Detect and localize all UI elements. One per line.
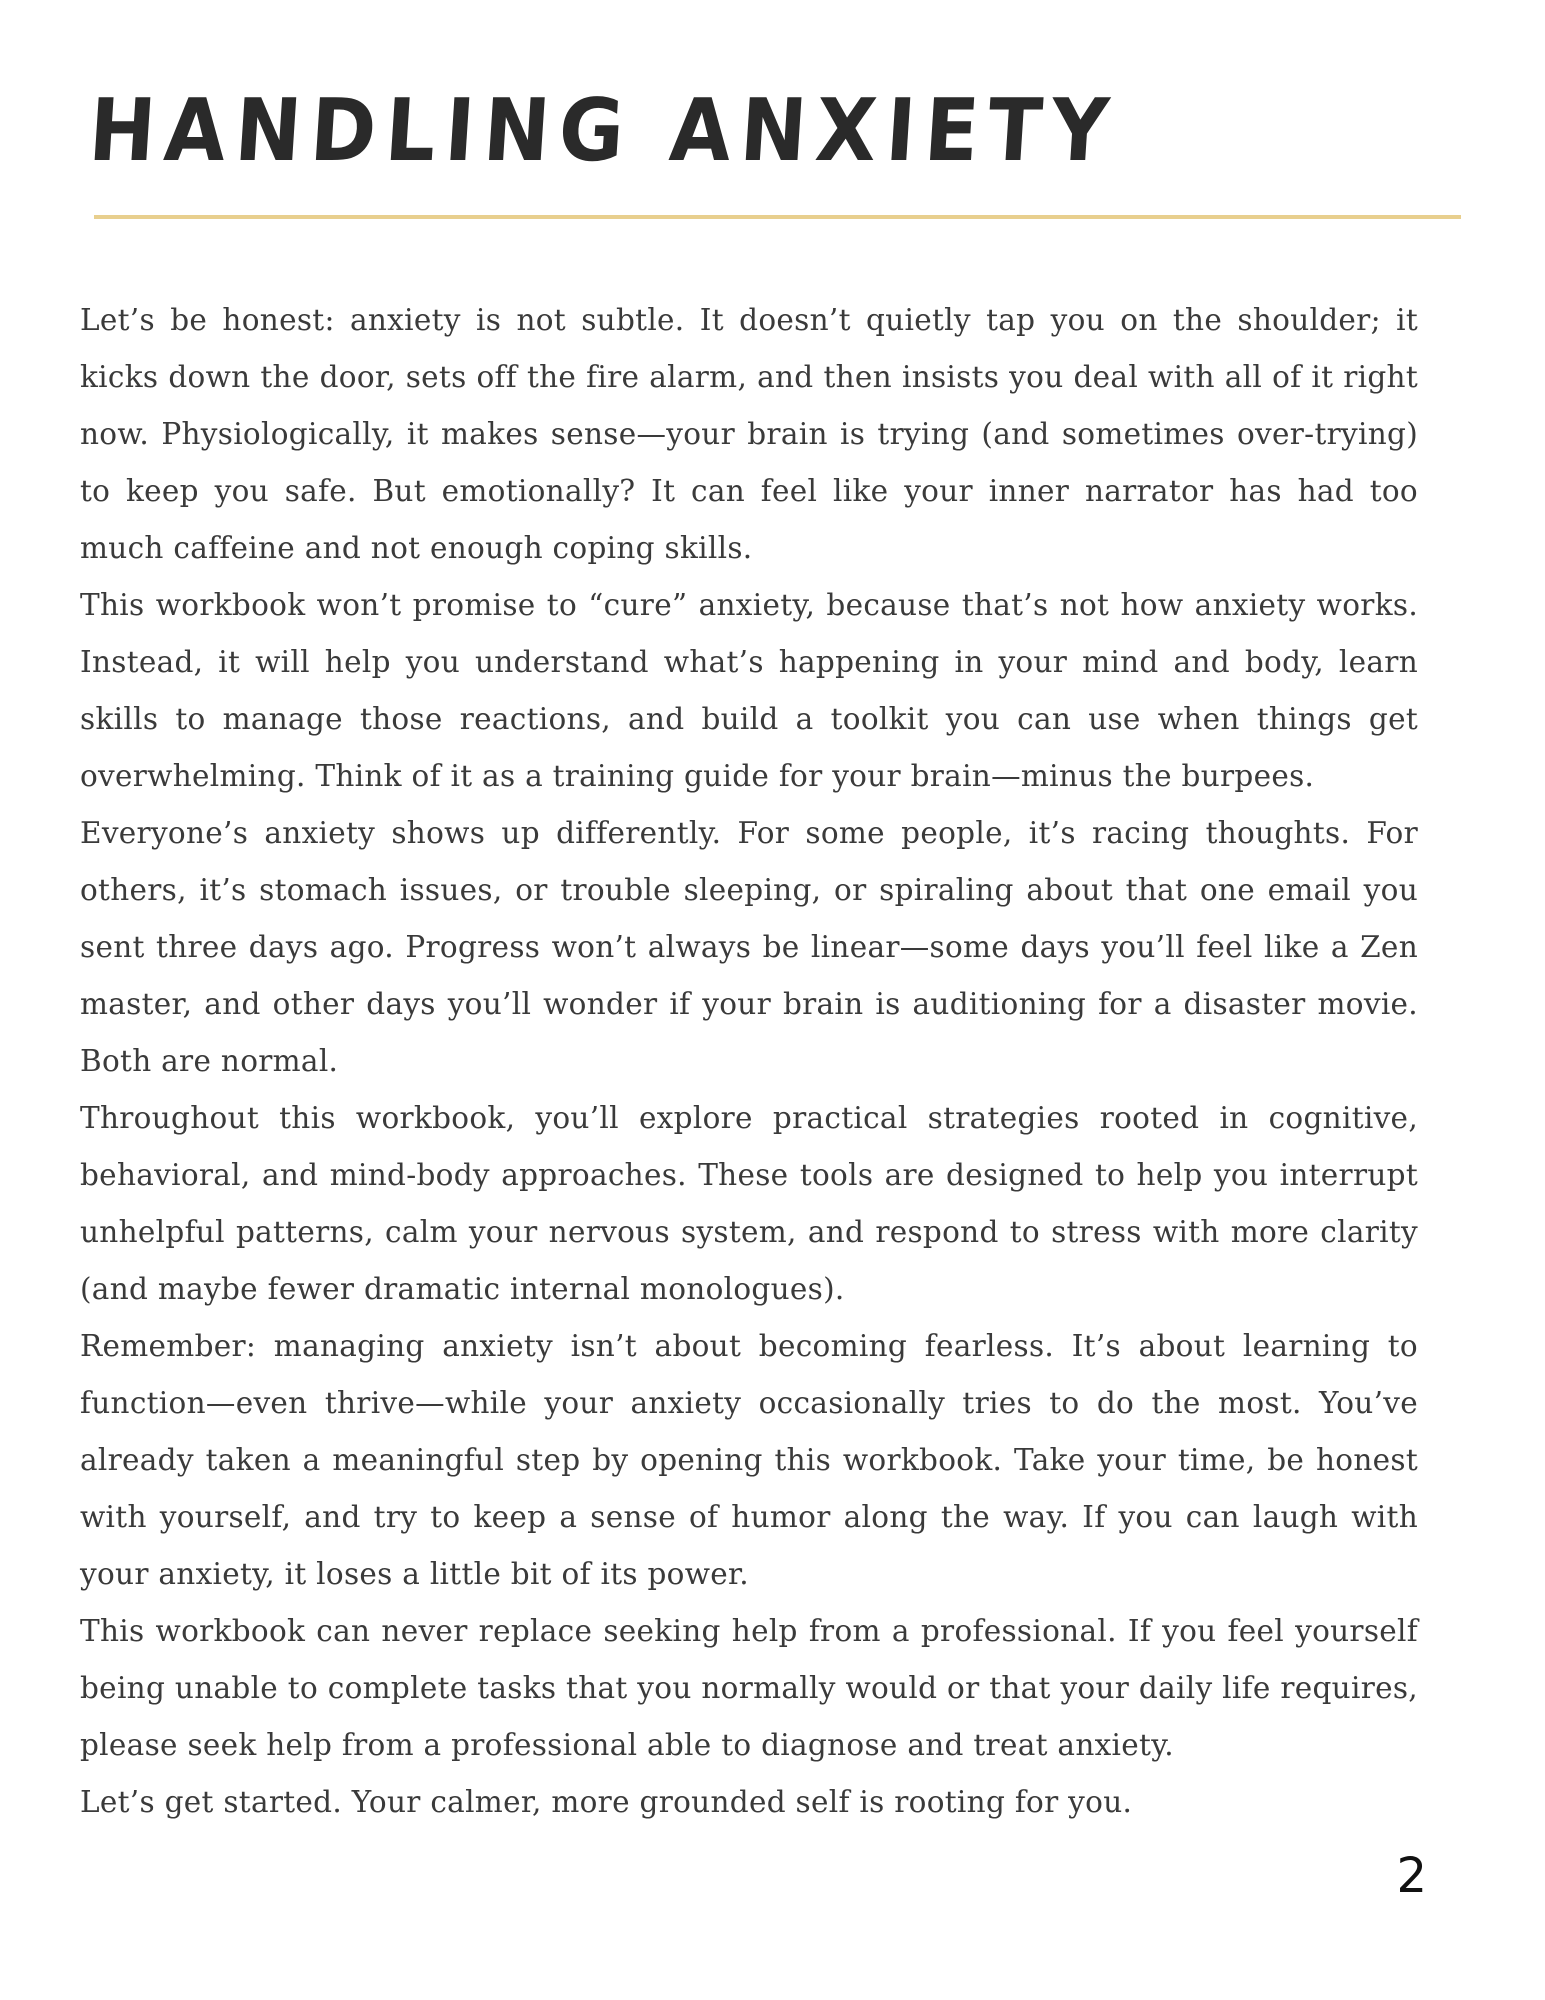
page-title: HANDLING ANXIETY	[86, 81, 1121, 181]
paragraph-disclaimer: This workbook can never replace seeking help from a professional. If you feel yourself being unable to complete tasks that you normally would or that your daily life requires, please seek help from a professional able to diagnose and treat anxiety.	[80, 1614, 1418, 1762]
page-number: 2	[1396, 1848, 1427, 1904]
body-text	[80, 292, 1418, 1831]
paragraph-remember: Remember: managing anxiety isn’t about becoming fearless. It’s about learning to function—even thrive—while your anxiety occasionally tries to do the most. You’ve already taken a meaningful step by opening this workbook. Take your time, be honest with yourself, and try to keep a sense of humor along the way. If you can laugh with your anxiety, it loses a little bit of its power.	[80, 1329, 1418, 1591]
paragraph-workbook-purpose: This workbook won’t promise to “cure” anxiety, because that’s not how anxiety works. Instead, it will help you understand what’s happening in your mind and body, learn skills to manage those reactions, and build a toolkit you can use when things get overwhelming. Think of it as a training guide for your brain—minus the burpees.	[80, 588, 1418, 793]
paragraph-strategies: Throughout this workbook, you’ll explore practical strategies rooted in cognitive, behavioral, and mind-body approaches. These tools are designed to help you interrupt unhelpful patterns, calm your nervous system, and respond to stress with more clarity (and maybe fewer dramatic internal monologues).	[80, 1101, 1418, 1306]
paragraph-anxiety-differences: Everyone’s anxiety shows up differently. For some people, it’s racing thoughts. For others, it’s stomach issues, or trouble sleeping, or spiraling about that one email you sent three days ago. Progress won’t always be linear—some days you’ll feel like a Zen master, and other days you’ll wonder if your brain is auditioning for a disaster movie. Both are normal.	[80, 816, 1418, 1078]
paragraph-intro: Let’s be honest: anxiety is not subtle. It doesn’t quietly tap you on the shoulder; it kicks down the door, sets off the fire alarm, and then insists you deal with all of it right now. Physiologically, it makes sense—your brain is trying (and sometimes over-trying) to keep you safe. But emotionally? It can feel like your inner narrator has had too much caffeine and not enough coping skills.	[80, 303, 1418, 565]
title-divider	[94, 215, 1461, 219]
paragraph-closing: Let’s get started. Your calmer, more grounded self is rooting for you.	[80, 1785, 1133, 1819]
